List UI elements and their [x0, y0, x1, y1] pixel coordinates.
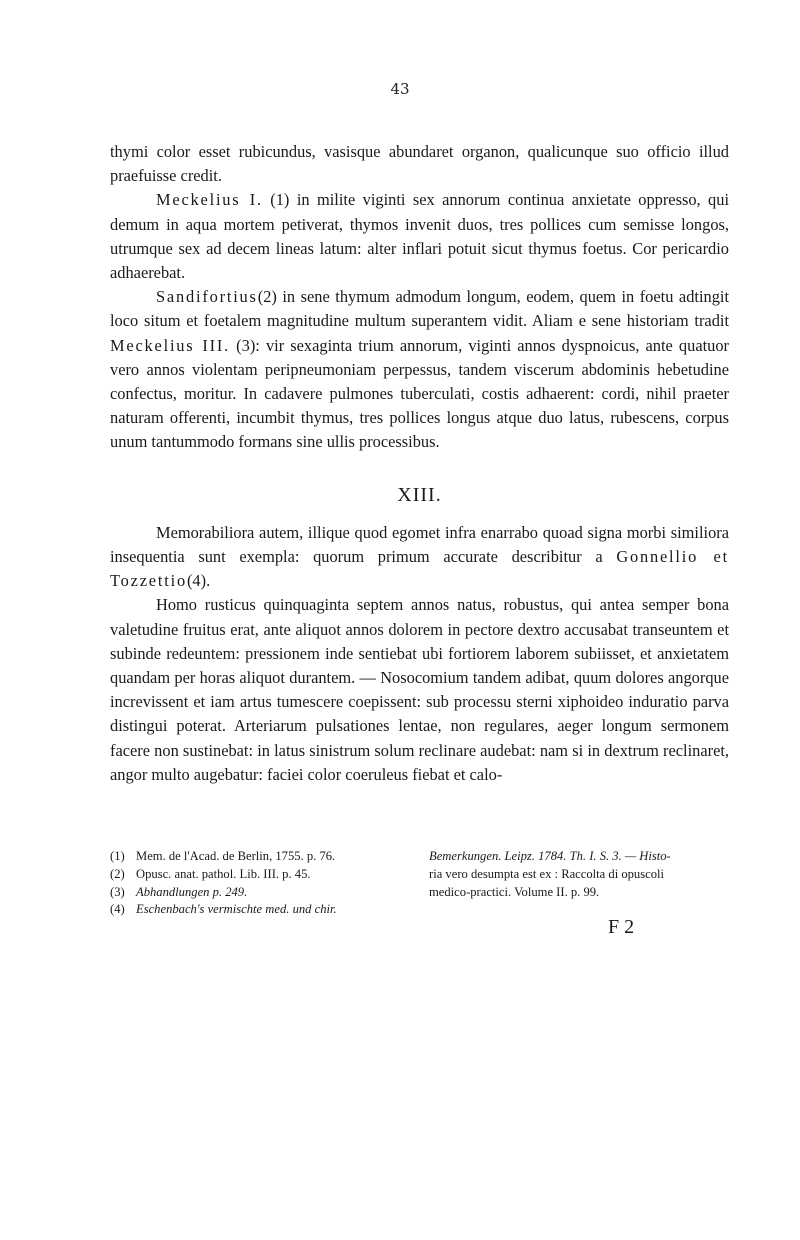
- paragraph-continuation: thymi color esset rubicundus, vasisque abundaret organon, qualicunque suo officio illud praefuisse credit.: [110, 142, 729, 186]
- footnote-mark: (2): [110, 866, 125, 881]
- paragraph-sandifortius: [110, 285, 729, 454]
- footnote-ref: (2): [257, 287, 277, 307]
- section-heading: XIII.: [397, 483, 442, 506]
- footnotes: [110, 848, 729, 919]
- footnote-continuation: ria vero desumpta est ex : Raccolta di opuscoli: [429, 866, 665, 881]
- author-name: Sandifortius: [156, 287, 258, 307]
- footnote-ref: (3): [236, 335, 256, 355]
- footnote-continuation: medico-practici. Volume II. p. 99.: [429, 884, 600, 899]
- paragraph-text: : vir sexaginta trium annorum, viginti annos dyspnoicus, ante quatuor vero annos violentam peripneumoniam perpessus, tandem viscerum abdominis hebetudine confectus, moritur. In cadavere pulmones tuberculati, costis adhaerent: cordi, nihil praeter naturam offerenti, incumbit thymus, tres pollices longus atque duo latus, rubescens, corpus unum tantummodo formans sine ullis processibus.: [110, 335, 729, 452]
- paragraph-case: Homo rusticus quinquaginta septem annos natus, robustus, qui antea semper bona valetudine fruitus erat, ante aliquot annos dolorem in pectore dextro accusabat transeuntem et subinde redeuntem: pressionem inde sentiebat ubi fortiorem laborem subiisset, et anxietatem quandam per horas aliquot durantem. — Nosocomium tandem adibat, quum dolores angorque increvissent et iam artus tumescere coepissent: sub processu sterni xiphoideo induratio parva distingui poterat. Arteriarum pulsationes lentae, non regulares, aeger longum sermonem facere non sustinebat: in latus sinistrum solum reclinare audebat: nam si in dextrum reclinaret, angor multo augebatur: faciei color coeruleus fiebat et calo-: [110, 595, 729, 784]
- footnote-continuation: Bemerkungen. Leipz. 1784. Th. I. S. 3. — Histo-: [429, 849, 671, 863]
- paragraph-text: Memorabiliora autem, illique quod egomet infra enarrabo quoad signa morbi similiora insequentia sunt exempla: quorum primum accurate describitur a: [110, 522, 729, 567]
- footnote-mark: (4): [110, 902, 125, 917]
- footnote: [110, 884, 426, 902]
- footnote-text: Mem. de l'Acad. de Berlin, 1755. p. 76.: [136, 849, 336, 863]
- footnote: [110, 848, 426, 866]
- printer-signature: F 2: [608, 916, 635, 938]
- main-text: [110, 140, 729, 787]
- author-name: Meckelius III.: [110, 335, 231, 355]
- paragraph-text: in sene thymum admodum longum, eodem, quem in foetu adtingit loco situm et foetalem magnitudine multum superantem vidit. Aliam e sene historiam tradit: [110, 287, 729, 331]
- footnotes-right-column: [429, 848, 729, 919]
- footnote-text: Opusc. anat. pathol. Lib. III. p. 45.: [136, 866, 311, 881]
- footnote-ref: (4): [186, 571, 207, 591]
- footnote-ref: (1): [270, 190, 290, 210]
- author-name: Meckelius I.: [156, 190, 263, 210]
- footnote-mark: (3): [110, 884, 125, 899]
- paragraph-text: in milite viginti sex annorum continua anxietate oppresso, qui demum in aqua mortem petiverat, thymos invenit duos, tres pollices cum semisse longos, utrumque sex ad decem lineas latum: alter inflari potuit sicut thymus foetus. Cor pericardio adhaerebat.: [110, 190, 729, 283]
- paragraph-section-intro: [110, 521, 729, 594]
- footnote: [110, 901, 426, 919]
- paragraph-text: .: [206, 571, 211, 591]
- page-number: 43: [390, 80, 410, 98]
- footnote-mark: (1): [110, 849, 125, 863]
- paragraph-meckelius: [110, 188, 729, 285]
- footnote: [110, 866, 426, 884]
- author-name: Gonnellio et Tozzettio: [110, 547, 729, 591]
- footnote-text: Abhandlungen p. 249.: [136, 884, 248, 899]
- footnotes-left-column: [110, 848, 426, 919]
- footnote-text: Eschenbach's vermischte med. und chir.: [136, 902, 337, 917]
